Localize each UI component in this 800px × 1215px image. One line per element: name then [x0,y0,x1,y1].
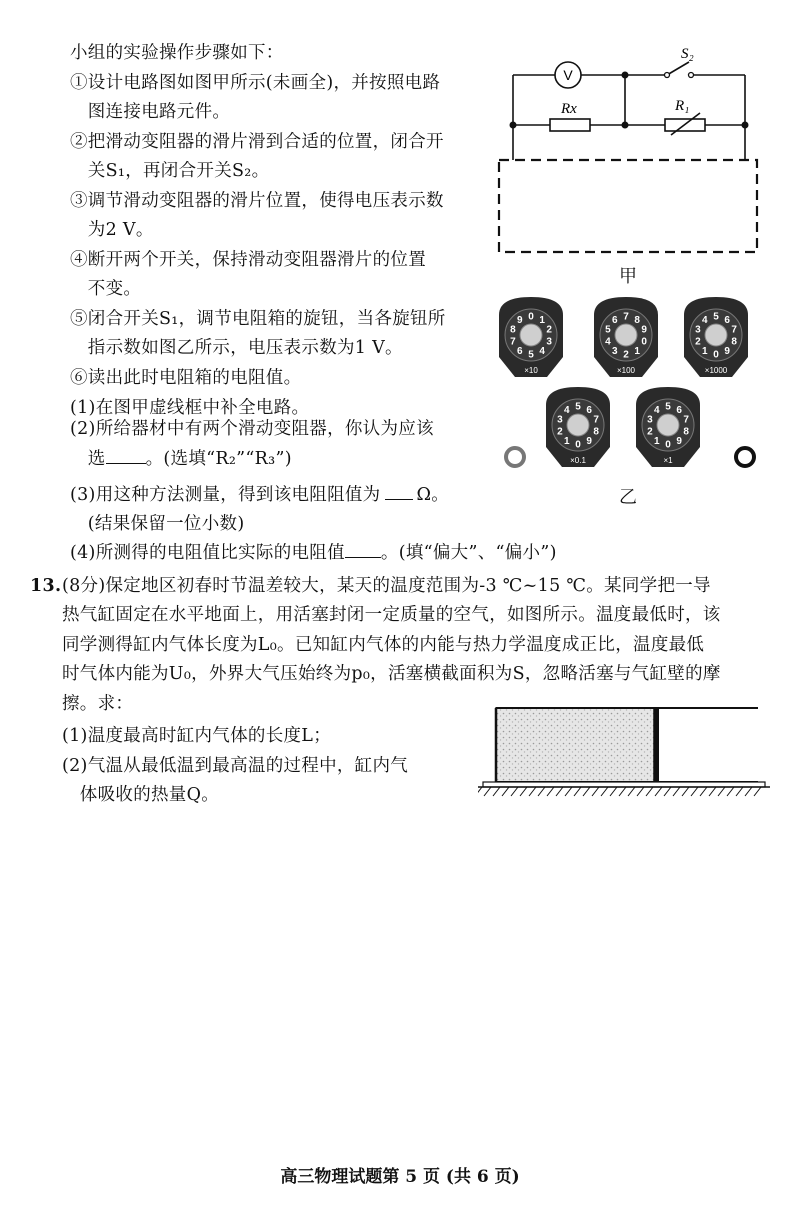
knob-digit: 3 [647,414,653,426]
resistance-knob[interactable] [636,387,700,467]
knob-digit: 5 [575,401,581,413]
knob-digit: 1 [654,435,660,447]
knob-digit: 7 [593,414,599,426]
question-3-line-1 [70,484,449,506]
knob-digit: 1 [634,345,640,357]
question-13-line: (8分)保定地区初春时节温差较大，某天的温度范围为-3 ℃~15 ℃。某同学把一导 [62,576,711,596]
resistance-knob[interactable] [594,297,658,377]
knob-digit: 6 [676,405,682,417]
knob-digit: 4 [564,405,570,417]
knob-digit: 8 [510,324,516,336]
page-footer: 高三物理试题第 5 页 (共 6 页) [280,1167,520,1187]
knob-multiplier-label: ×0.1 [570,456,586,465]
resistor-rx-label: Rx [561,101,577,117]
knob-digit: 0 [665,439,671,451]
knob-digit: 1 [702,345,708,357]
knob-digit: 7 [683,414,689,426]
knob-multiplier-label: ×1 [663,456,673,465]
knob-digit: 9 [724,345,730,357]
question-2-line-1: (2)所给器材中有两个滑动变阻器，你认为应该 [70,419,434,439]
step-line: ③调节滑动变阻器的滑片位置，使得电压表示数 [70,191,444,211]
knob-digit: 5 [528,349,534,361]
answer-blank-q4[interactable] [345,543,381,558]
step-line: (1)在图甲虚线框中补全电路。 [70,398,310,418]
knob-digit: 6 [517,345,523,357]
knob-digit: 3 [695,324,701,336]
knob-digit: 4 [702,315,708,327]
knob-digit: 5 [713,311,719,323]
knob-digit: 9 [641,324,647,336]
step-line: ⑥读出此时电阻箱的电阻值。 [70,368,302,388]
knob-digit: 0 [528,311,534,323]
knob-digit: 4 [605,336,611,348]
question-13-line: 同学测得缸内气体长度为L₀。已知缸内气体的内能与热力学温度成正比，温度最低 [62,635,705,655]
step-line: 小组的实验操作步骤如下： [70,43,284,63]
switch-s2-label: S₂ [681,46,694,62]
knob-multiplier-label: ×10 [524,366,538,375]
question-13-line: 热气缸固定在水平地面上，用活塞封闭一定质量的空气，如图所示。温度最低时，该 [62,605,721,625]
q2-suffix: 。(选填“R₂”“R₃”) [145,449,292,469]
answer-blank-q3[interactable] [385,485,413,500]
step-line: 为2 V。 [70,220,154,240]
knob-digit: 1 [564,435,570,447]
question-13-line: 时气体内能为U₀，外界大气压始终为p₀，活塞横截面积为S，忽略活塞与气缸壁的摩 [62,664,721,684]
q4-prefix: (4)所测得的电阻值比实际的电阻值 [70,543,345,563]
knob-digit: 2 [623,349,629,361]
knob-digit: 8 [593,426,599,438]
q3-unit: Ω。 [416,485,450,505]
step-line: 图连接电路元件。 [70,102,231,122]
knob-digit: 5 [605,324,611,336]
knob-digit: 7 [510,336,516,348]
figure-jia-caption: 甲 [619,266,637,287]
knob-multiplier-label: ×100 [616,366,636,375]
step-line: ⑤闭合开关S₁，调节电阻箱的旋钮，当各旋钮所 [70,309,446,329]
q2-prefix: 选 [70,449,106,469]
knob-digit: 9 [676,435,682,447]
knob-digit: 2 [695,336,701,348]
question-13-subquestion: (2)气温从最低温到最高温的过程中，缸内气 [62,756,409,776]
answer-blank-q2[interactable] [106,449,146,464]
knob-digit: 2 [546,324,552,336]
knob-digit: 6 [724,315,730,327]
resistance-knob[interactable] [546,387,610,467]
knob-multiplier-label: ×1000 [704,366,728,375]
question-4 [70,542,557,564]
resistance-knob[interactable] [499,297,563,377]
step-line: 不变。 [70,279,142,299]
knob-digit: 3 [612,345,618,357]
resistance-knob[interactable] [684,297,748,377]
figure-yi-caption: 乙 [619,487,637,508]
resistance-box-yi [495,295,765,485]
step-line: ②把滑动变阻器的滑片滑到合适的位置，闭合开 [70,132,444,152]
question-13-number: 13. [30,576,62,596]
terminal-icon [736,448,754,466]
knob-digit: 0 [575,439,581,451]
knob-digit: 4 [539,345,545,357]
knob-digit: 4 [654,405,660,417]
question-13-subquestion: 体吸收的热量Q。 [62,785,220,805]
circuit-diagram-jia [495,40,765,300]
question-3-line-2: (结果保留一位小数) [70,514,245,534]
question-13-subquestion: (1)温度最高时缸内气体的长度L； [62,726,332,746]
terminal-icon [506,448,524,466]
question-2-line-2 [70,448,292,470]
question-13-line: 擦。求： [62,694,134,714]
knob-digit: 3 [557,414,563,426]
knob-digit: 5 [665,401,671,413]
knob-digit: 2 [557,426,563,438]
voltmeter-label: V [563,67,573,83]
knob-digit: 3 [546,336,552,348]
rheostat-r1-label: R₁ [675,98,690,114]
gas-cylinder-figure [478,700,770,802]
q4-suffix: 。(填“偏大”、“偏小”) [380,543,557,563]
q3-prefix: (3)用这种方法测量，得到该电阻阻值为 [70,485,381,505]
knob-digit: 0 [713,349,719,361]
knob-digit: 1 [539,315,545,327]
step-line: ④断开两个开关，保持滑动变阻器滑片的位置 [70,250,426,270]
knob-digit: 6 [612,315,618,327]
step-line: ①设计电路图如图甲所示(未画全)，并按照电路 [70,73,441,93]
knob-digit: 0 [641,336,647,348]
knob-digit: 6 [586,405,592,417]
knob-digit: 8 [731,336,737,348]
knob-digit: 8 [683,426,689,438]
step-line: 指示数如图乙所示，电压表示数为1 V。 [70,338,403,358]
step-line: 关S₁，再闭合开关S₂。 [70,161,270,181]
knob-digit: 2 [647,426,653,438]
knob-digit: 9 [586,435,592,447]
knob-digit: 7 [623,311,629,323]
knob-digit: 7 [731,324,737,336]
knob-digit: 9 [517,315,523,327]
knob-digit: 8 [634,315,640,327]
